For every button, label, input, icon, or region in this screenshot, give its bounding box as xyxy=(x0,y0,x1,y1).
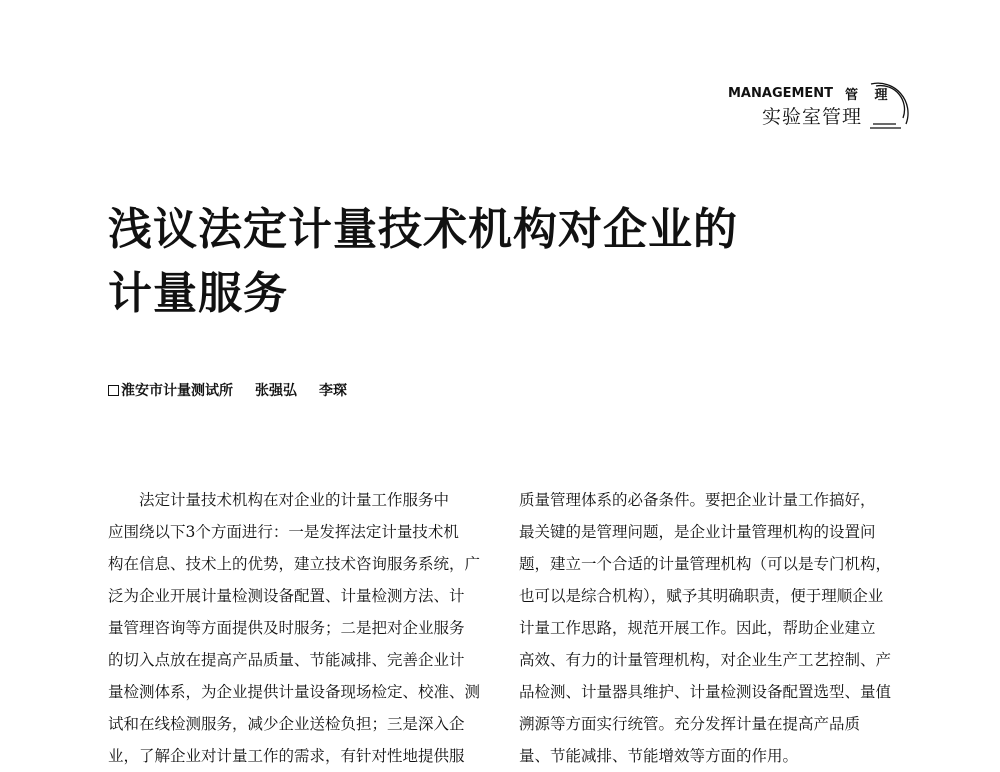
body-line: 量管理咨询等方面提供及时服务；二是把对企业服务 xyxy=(108,619,465,637)
author-2: 李琛 xyxy=(319,383,347,399)
section-chinese-label: 实验室管理 xyxy=(762,106,863,128)
section-english-label: MANAGEMENT xyxy=(728,86,834,101)
body-line: 计量工作思路，规范开展工作。因此，帮助企业建立 xyxy=(519,619,876,637)
body-line: 构在信息、技术上的优势，建立技术咨询服务系统，广 xyxy=(108,555,481,573)
body-line: 法定计量技术机构在对企业的计量工作服务中 xyxy=(108,491,450,509)
body-line: 试和在线检测服务，减少企业送检负担；三是深入企 xyxy=(108,715,465,733)
body-right-column xyxy=(519,484,903,772)
body-left-column xyxy=(108,484,492,772)
affiliation: 淮安市计量测试所 xyxy=(121,383,233,399)
body-line: 最关键的是管理问题，是企业计量管理机构的设置问 xyxy=(519,523,876,541)
body-line: 也可以是综合机构），赋予其明确职责，便于理顺企业 xyxy=(519,587,884,605)
body-line: 业，了解企业对计量工作的需求，有针对性地提供服 xyxy=(108,747,465,765)
body-line: 量、节能减排、节能增效等方面的作用。 xyxy=(519,747,799,765)
byline-box-icon xyxy=(108,385,119,396)
body-line: 题，建立一个合适的计量管理机构（可以是专门机构， xyxy=(519,555,892,573)
body-line: 泛为企业开展计量检测设备配置、计量检测方法、计 xyxy=(108,587,465,605)
article-title-line-1: 浅议法定计量技术机构对企业的 xyxy=(108,204,738,255)
body-line: 量检测体系，为企业提供计量设备现场检定、校准、测 xyxy=(108,683,481,701)
body-line: 高效、有力的计量管理机构，对企业生产工艺控制、产 xyxy=(519,651,892,669)
section-english-cn: 管 理 xyxy=(845,88,894,103)
body-line: 的切入点放在提高产品质量、节能减排、完善企业计 xyxy=(108,651,465,669)
byline xyxy=(108,380,347,400)
author-1: 张强弘 xyxy=(255,383,297,399)
article-title-line-2: 计量服务 xyxy=(108,268,288,319)
body-line: 溯源等方面实行统管。充分发挥计量在提高产品质 xyxy=(519,715,861,733)
body-line: 品检测、计量器具维护、计量检测设备配置选型、量值 xyxy=(519,683,892,701)
body-line: 质量管理体系的必备条件。要把企业计量工作搞好， xyxy=(519,491,876,509)
article-title xyxy=(108,198,738,326)
section-header xyxy=(728,82,928,132)
body-line: 应围绕以下3个方面进行：一是发挥法定计量技术机 xyxy=(108,523,459,541)
